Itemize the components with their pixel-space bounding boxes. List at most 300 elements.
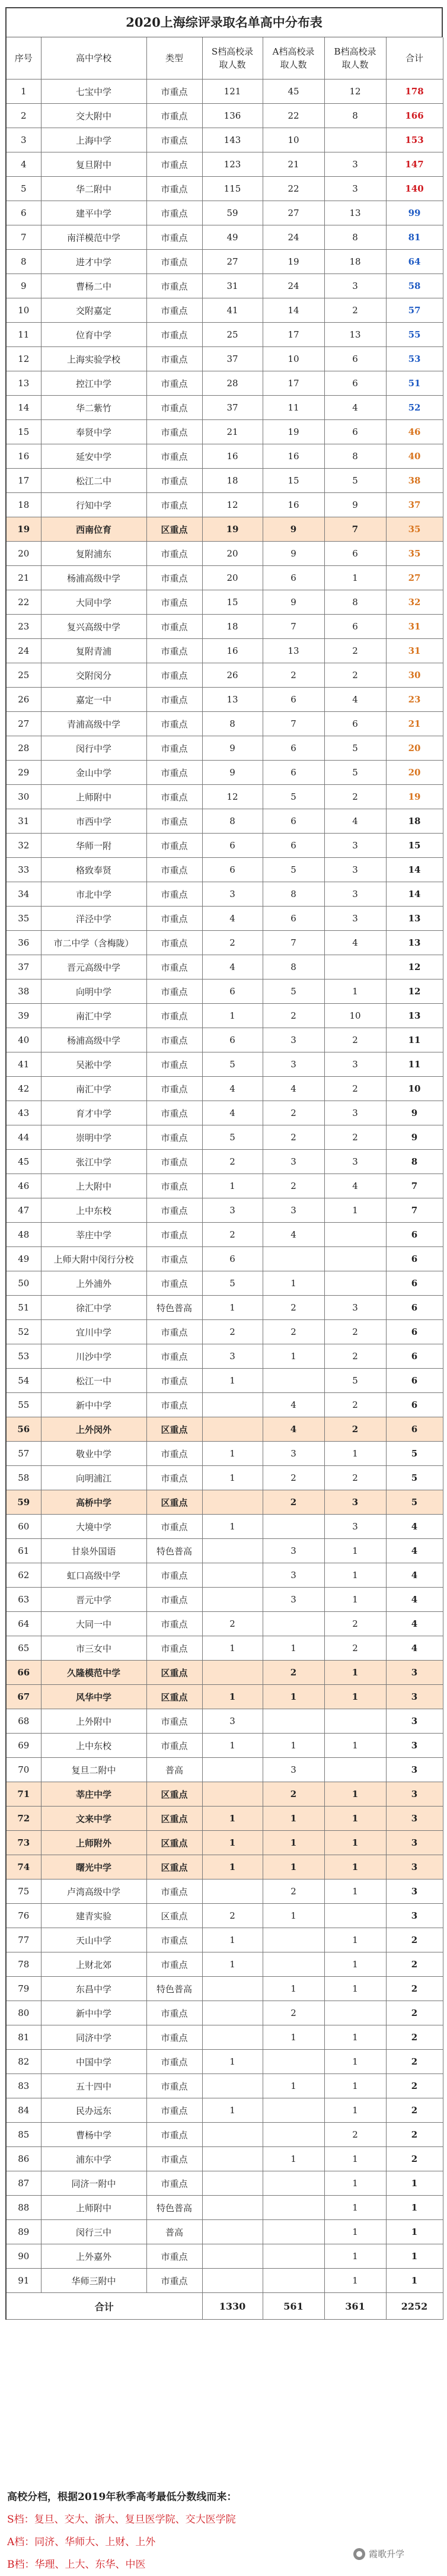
s-tier-cell [202,2074,263,2098]
index-cell: 35 [7,907,41,931]
table-row [7,250,443,274]
a-tier-cell: 1 [263,1807,324,1831]
index-cell: 4 [7,152,41,177]
a-tier-cell: 3 [263,1028,324,1052]
total-cell: 3 [386,1855,443,1879]
a-tier-cell: 6 [263,809,324,834]
a-tier-cell: 4 [263,1417,324,1442]
b-tier-cell: 13 [324,201,386,225]
school-cell: 文来中学 [41,1807,146,1831]
type-cell: 区重点 [146,1490,202,1515]
table-row [7,2074,443,2098]
a-tier-cell [263,1709,324,1734]
index-cell: 52 [7,1320,41,1344]
school-cell: 上海中学 [41,128,146,152]
summary-row [7,2293,443,2320]
a-tier-cell [263,1515,324,1539]
b-tier-cell: 2 [324,1417,386,1442]
type-cell: 市重点 [146,2244,202,2269]
index-cell: 1 [7,79,41,104]
index-cell: 48 [7,1223,41,1247]
s-tier-cell [202,2244,263,2269]
table-row [7,152,443,177]
b-tier-cell: 4 [324,396,386,420]
school-cell: 华师三附中 [41,2269,146,2293]
school-cell: 莘庄中学 [41,1782,146,1807]
note-tier-a: A档：同济、华师大、上财、上外 [7,2536,156,2548]
total-cell: 2 [386,2123,443,2147]
summary-total: 2252 [386,2293,443,2320]
type-cell: 市重点 [146,736,202,761]
total-cell: 1 [386,2244,443,2269]
b-tier-cell: 1 [324,1198,386,1223]
type-cell: 市重点 [146,2269,202,2293]
index-cell: 86 [7,2147,41,2171]
total-cell: 20 [386,761,443,785]
total-cell: 178 [386,79,443,104]
type-cell: 区重点 [146,1831,202,1855]
index-cell: 21 [7,566,41,590]
s-tier-cell: 16 [202,639,263,663]
b-tier-cell: 1 [324,1563,386,1588]
school-cell: 上师附中 [41,785,146,809]
type-cell: 市重点 [146,371,202,396]
type-cell: 市重点 [146,1588,202,1612]
b-tier-cell: 2 [324,1125,386,1150]
a-tier-cell: 1 [263,2147,324,2171]
table-row [7,469,443,493]
b-tier-cell: 2 [324,663,386,688]
school-cell: 高桥中学 [41,1490,146,1515]
b-tier-cell: 1 [324,1952,386,1977]
a-tier-cell: 21 [263,152,324,177]
b-tier-cell: 1 [324,2244,386,2269]
s-tier-cell [202,1393,263,1417]
b-tier-cell: 3 [324,1052,386,1077]
column-header: B档高校录取人数 [324,37,386,79]
table-row [7,1004,443,1028]
table-title: 2020上海综评录取名单高中分布表 [7,8,443,37]
index-cell: 41 [7,1052,41,1077]
total-cell: 9 [386,1101,443,1125]
school-cell: 上外附中 [41,1709,146,1734]
column-header: A档高校录取人数 [263,37,324,79]
type-cell: 市重点 [146,931,202,955]
s-tier-cell: 37 [202,347,263,371]
s-tier-cell [202,2147,263,2171]
type-cell: 市重点 [146,1563,202,1588]
type-cell: 市重点 [146,1223,202,1247]
b-tier-cell: 4 [324,931,386,955]
table-row [7,858,443,882]
a-tier-cell: 1 [263,1977,324,2001]
b-tier-cell: 4 [324,1174,386,1198]
s-tier-cell: 21 [202,420,263,444]
table-row [7,882,443,907]
column-header: 高中学校 [41,37,146,79]
b-tier-cell: 2 [324,1028,386,1052]
s-tier-cell: 6 [202,1247,263,1271]
school-cell: 宜川中学 [41,1320,146,1344]
table-row [7,274,443,298]
table-row [7,1539,443,1563]
total-cell: 14 [386,882,443,907]
total-cell: 3 [386,1904,443,1928]
a-tier-cell: 7 [263,931,324,955]
school-table [7,37,443,2320]
b-tier-cell: 1 [324,1734,386,1758]
s-tier-cell [202,1490,263,1515]
table-row [7,1490,443,1515]
school-cell: 华师一附 [41,834,146,858]
s-tier-cell [202,1758,263,1782]
type-cell: 市重点 [146,1466,202,1490]
b-tier-cell: 6 [324,615,386,639]
b-tier-cell: 8 [324,590,386,615]
school-cell: 东昌中学 [41,1977,146,2001]
s-tier-cell: 49 [202,225,263,250]
type-cell: 市重点 [146,323,202,347]
type-cell: 市重点 [146,1636,202,1661]
s-tier-cell: 2 [202,931,263,955]
total-cell: 6 [386,1393,443,1417]
index-cell: 16 [7,444,41,469]
s-tier-cell: 1 [202,2050,263,2074]
index-cell: 30 [7,785,41,809]
a-tier-cell: 10 [263,128,324,152]
school-cell: 同济一附中 [41,2171,146,2196]
table-row [7,1661,443,1685]
total-cell: 4 [386,1612,443,1636]
type-cell: 普高 [146,1758,202,1782]
index-cell: 56 [7,1417,41,1442]
type-cell: 市重点 [146,2098,202,2123]
table-row [7,1515,443,1539]
school-cell: 五十四中 [41,2074,146,2098]
index-cell: 26 [7,688,41,712]
s-tier-cell: 37 [202,396,263,420]
s-tier-cell [202,1588,263,1612]
s-tier-cell: 143 [202,128,263,152]
index-cell: 65 [7,1636,41,1661]
school-cell: 上中东校 [41,1734,146,1758]
index-cell: 46 [7,1174,41,1198]
index-cell: 58 [7,1466,41,1490]
b-tier-cell: 2 [324,639,386,663]
index-cell: 23 [7,615,41,639]
school-cell: 向明浦江 [41,1466,146,1490]
total-cell: 11 [386,1052,443,1077]
s-tier-cell: 20 [202,566,263,590]
a-tier-cell: 2 [263,1296,324,1320]
a-tier-cell: 19 [263,420,324,444]
b-tier-cell: 6 [324,542,386,566]
type-cell: 市重点 [146,1150,202,1174]
a-tier-cell: 4 [263,1223,324,1247]
school-cell: 大境中学 [41,1515,146,1539]
a-tier-cell: 2 [263,1174,324,1198]
total-cell: 53 [386,347,443,371]
a-tier-cell: 7 [263,615,324,639]
a-tier-cell: 17 [263,323,324,347]
school-cell: 交附嘉定 [41,298,146,323]
school-cell: 张江中学 [41,1150,146,1174]
a-tier-cell: 1 [263,2074,324,2098]
index-cell: 88 [7,2196,41,2220]
a-tier-cell: 2 [263,1320,324,1344]
index-cell: 31 [7,809,41,834]
a-tier-cell: 17 [263,371,324,396]
total-cell: 3 [386,1831,443,1855]
table-row [7,298,443,323]
table-row [7,225,443,250]
school-cell: 杨浦高级中学 [41,1028,146,1052]
s-tier-cell [202,1417,263,1442]
total-cell: 1 [386,2220,443,2244]
school-cell: 行知中学 [41,493,146,517]
index-cell: 13 [7,371,41,396]
type-cell: 市重点 [146,274,202,298]
total-cell: 140 [386,177,443,201]
s-tier-cell [202,2269,263,2293]
type-cell: 市重点 [146,1879,202,1904]
index-cell: 29 [7,761,41,785]
b-tier-cell: 1 [324,1782,386,1807]
total-cell: 55 [386,323,443,347]
total-cell: 1 [386,2196,443,2220]
total-cell: 6 [386,1344,443,1369]
total-cell: 15 [386,834,443,858]
b-tier-cell: 1 [324,1831,386,1855]
school-cell: 洋泾中学 [41,907,146,931]
total-cell: 2 [386,1928,443,1952]
s-tier-cell: 9 [202,761,263,785]
index-cell: 7 [7,225,41,250]
school-cell: 上大附中 [41,1174,146,1198]
b-tier-cell: 2 [324,785,386,809]
s-tier-cell [202,1539,263,1563]
index-cell: 34 [7,882,41,907]
index-cell: 69 [7,1734,41,1758]
type-cell: 市重点 [146,809,202,834]
s-tier-cell: 25 [202,323,263,347]
index-cell: 51 [7,1296,41,1320]
type-cell: 市重点 [146,1612,202,1636]
total-cell: 1 [386,2269,443,2293]
header-row [7,37,443,79]
type-cell: 区重点 [146,1855,202,1879]
note-tier-b: B档：华理、上大、东华、中医 [7,2559,146,2571]
s-tier-cell: 4 [202,1077,263,1101]
type-cell: 市重点 [146,1734,202,1758]
s-tier-cell: 8 [202,809,263,834]
school-cell: 民办远东 [41,2098,146,2123]
total-cell: 9 [386,1125,443,1150]
index-cell: 57 [7,1442,41,1466]
b-tier-cell: 2 [324,2123,386,2147]
total-cell: 13 [386,907,443,931]
b-tier-cell: 1 [324,2098,386,2123]
a-tier-cell: 1 [263,2025,324,2050]
school-cell: 上师附中 [41,2196,146,2220]
a-tier-cell: 1 [263,1344,324,1369]
a-tier-cell [263,2171,324,2196]
b-tier-cell: 1 [324,1928,386,1952]
index-cell: 67 [7,1685,41,1709]
a-tier-cell: 1 [263,1636,324,1661]
total-cell: 11 [386,1028,443,1052]
a-tier-cell: 3 [263,1052,324,1077]
index-cell: 19 [7,517,41,542]
index-cell: 27 [7,712,41,736]
index-cell: 91 [7,2269,41,2293]
b-tier-cell: 8 [324,104,386,128]
b-tier-cell: 1 [324,1442,386,1466]
school-cell: 交大附中 [41,104,146,128]
column-header: S档高校录取人数 [202,37,263,79]
index-cell: 50 [7,1271,41,1296]
school-cell: 新中中学 [41,1393,146,1417]
a-tier-cell: 3 [263,1198,324,1223]
watermark-text: 霞歌升学 [369,2549,405,2559]
total-cell: 6 [386,1223,443,1247]
a-tier-cell: 3 [263,1150,324,1174]
table-row [7,1758,443,1782]
type-cell: 市重点 [146,1928,202,1952]
type-cell: 市重点 [146,955,202,979]
watermark [353,2548,404,2560]
s-tier-cell: 20 [202,542,263,566]
type-cell: 区重点 [146,1782,202,1807]
type-cell: 市重点 [146,663,202,688]
total-cell: 2 [386,2001,443,2025]
school-cell: 大同中学 [41,590,146,615]
total-cell: 40 [386,444,443,469]
a-tier-cell: 4 [263,1393,324,1417]
index-cell: 14 [7,396,41,420]
a-tier-cell [263,1369,324,1393]
a-tier-cell: 5 [263,858,324,882]
b-tier-cell: 2 [324,1344,386,1369]
b-tier-cell: 5 [324,469,386,493]
a-tier-cell: 2 [263,1125,324,1150]
b-tier-cell: 1 [324,1588,386,1612]
table-row [7,2171,443,2196]
type-cell: 市重点 [146,907,202,931]
type-cell: 市重点 [146,639,202,663]
a-tier-cell: 2 [263,2001,324,2025]
school-cell: 徐汇中学 [41,1296,146,1320]
s-tier-cell: 8 [202,712,263,736]
s-tier-cell: 41 [202,298,263,323]
index-cell: 81 [7,2025,41,2050]
table-row [7,1879,443,1904]
b-tier-cell: 3 [324,882,386,907]
type-cell: 特色普高 [146,2196,202,2220]
total-cell: 32 [386,590,443,615]
school-cell: 崇明中学 [41,1125,146,1150]
school-cell: 位育中学 [41,323,146,347]
table-row [7,1636,443,1661]
school-cell: 市三女中 [41,1636,146,1661]
total-cell: 3 [386,1782,443,1807]
total-cell: 153 [386,128,443,152]
total-cell: 19 [386,785,443,809]
a-tier-cell [263,2123,324,2147]
school-cell: 甘泉外国语 [41,1539,146,1563]
index-cell: 75 [7,1879,41,1904]
table-row [7,1320,443,1344]
total-cell: 6 [386,1296,443,1320]
school-cell: 复旦附中 [41,152,146,177]
index-cell: 42 [7,1077,41,1101]
type-cell: 市重点 [146,2147,202,2171]
b-tier-cell: 1 [324,2269,386,2293]
s-tier-cell: 12 [202,493,263,517]
table-row [7,1125,443,1150]
b-tier-cell: 3 [324,1515,386,1539]
type-cell: 市重点 [146,250,202,274]
s-tier-cell: 1 [202,1442,263,1466]
total-cell: 5 [386,1466,443,1490]
school-cell: 青浦高级中学 [41,712,146,736]
b-tier-cell: 4 [324,809,386,834]
school-cell: 风华中学 [41,1685,146,1709]
table-row [7,639,443,663]
a-tier-cell: 24 [263,274,324,298]
notes-section [7,2486,440,2576]
school-cell: 嘉定一中 [41,688,146,712]
school-cell: 晋元中学 [41,1588,146,1612]
table-row [7,1977,443,2001]
index-cell: 37 [7,955,41,979]
school-cell: 向明中学 [41,979,146,1004]
index-cell: 84 [7,2098,41,2123]
index-cell: 33 [7,858,41,882]
table-row [7,420,443,444]
index-cell: 68 [7,1709,41,1734]
index-cell: 38 [7,979,41,1004]
total-cell: 8 [386,1150,443,1174]
type-cell: 市重点 [146,225,202,250]
total-cell: 58 [386,274,443,298]
type-cell: 市重点 [146,104,202,128]
table-row [7,1855,443,1879]
school-cell: 南汇中学 [41,1004,146,1028]
index-cell: 8 [7,250,41,274]
s-tier-cell: 31 [202,274,263,298]
a-tier-cell: 9 [263,517,324,542]
type-cell: 市重点 [146,1198,202,1223]
a-tier-cell: 1 [263,1734,324,1758]
school-cell: 控江中学 [41,371,146,396]
table-row [7,590,443,615]
total-cell: 12 [386,979,443,1004]
type-cell: 市重点 [146,152,202,177]
b-tier-cell: 3 [324,858,386,882]
type-cell: 市重点 [146,79,202,104]
total-cell: 3 [386,1685,443,1709]
table-row [7,785,443,809]
a-tier-cell: 11 [263,396,324,420]
table-row [7,834,443,858]
table-row [7,615,443,639]
a-tier-cell: 3 [263,1539,324,1563]
a-tier-cell: 2 [263,1782,324,1807]
s-tier-cell: 12 [202,785,263,809]
table-row [7,2025,443,2050]
table-row [7,1101,443,1125]
